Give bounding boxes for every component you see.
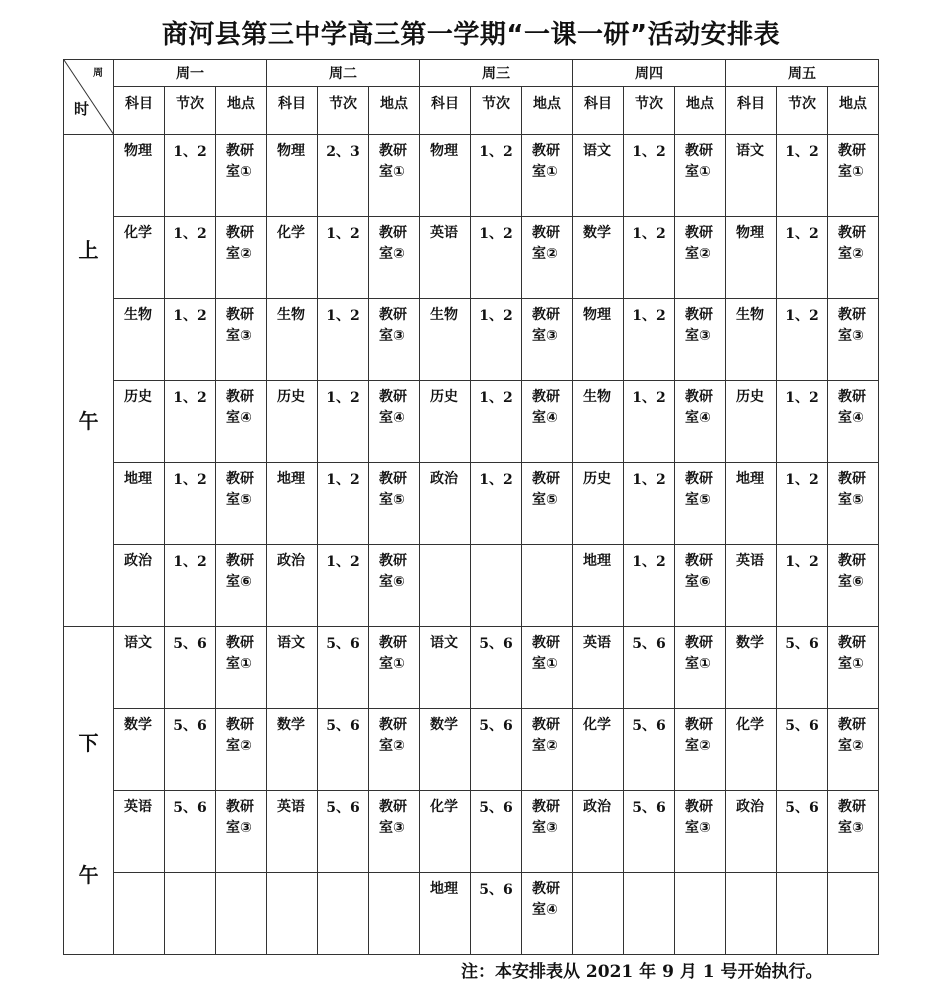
subject-cell: 物理 (726, 217, 777, 299)
period-cell: 1、2 (165, 381, 216, 463)
column-header-location: 地点 (216, 87, 267, 135)
location-cell: 教研室③ (369, 791, 420, 873)
period-cell: 1、2 (777, 381, 828, 463)
period-char: 午 (78, 409, 99, 433)
location-cell: 教研室① (675, 627, 726, 709)
column-header-subject: 科目 (420, 87, 471, 135)
subject-cell: 物理 (267, 135, 318, 217)
period-label-afternoon (64, 627, 114, 955)
period-cell: 1、2 (777, 217, 828, 299)
period-cell: 5、6 (777, 791, 828, 873)
location-cell: 教研室① (828, 135, 879, 217)
subject-cell: 历史 (420, 381, 471, 463)
location-cell: 教研室① (522, 135, 573, 217)
subject-cell: 政治 (726, 791, 777, 873)
period-char: 午 (78, 863, 99, 887)
subject-cell: 生物 (726, 299, 777, 381)
subject-cell: 数学 (573, 217, 624, 299)
subject-cell: 地理 (573, 545, 624, 627)
column-header-subject: 科目 (114, 87, 165, 135)
period-cell: 2、3 (318, 135, 369, 217)
location-cell: 教研室① (522, 627, 573, 709)
period-cell: 1、2 (624, 135, 675, 217)
location-cell: 教研室② (216, 709, 267, 791)
location-cell: 教研室③ (828, 791, 879, 873)
period-cell: 1、2 (471, 135, 522, 217)
location-cell: 教研室② (522, 217, 573, 299)
location-cell: 教研室⑤ (369, 463, 420, 545)
period-cell: 5、6 (624, 709, 675, 791)
subject-cell (726, 873, 777, 955)
location-cell: 教研室④ (675, 381, 726, 463)
column-header-location: 地点 (522, 87, 573, 135)
subject-cell: 英语 (726, 545, 777, 627)
location-cell: 教研室① (369, 135, 420, 217)
period-cell: 1、2 (165, 217, 216, 299)
location-cell: 教研室④ (216, 381, 267, 463)
subject-cell: 政治 (420, 463, 471, 545)
location-cell: 教研室③ (828, 299, 879, 381)
period-cell: 1、2 (318, 381, 369, 463)
subject-cell: 物理 (420, 135, 471, 217)
period-cell: 5、6 (624, 791, 675, 873)
subject-cell: 英语 (573, 627, 624, 709)
table-row (64, 873, 879, 955)
location-cell: 教研室① (216, 135, 267, 217)
location-cell: 教研室① (216, 627, 267, 709)
table-row (64, 299, 879, 381)
subject-cell: 数学 (114, 709, 165, 791)
period-char: 下 (78, 731, 99, 755)
period-cell: 1、2 (624, 381, 675, 463)
subject-cell: 地理 (267, 463, 318, 545)
subject-cell: 政治 (114, 545, 165, 627)
subject-cell: 地理 (420, 873, 471, 955)
subject-cell: 生物 (420, 299, 471, 381)
subject-cell: 英语 (114, 791, 165, 873)
schedule-table (63, 59, 879, 955)
period-cell: 1、2 (777, 135, 828, 217)
period-cell: 5、6 (471, 627, 522, 709)
period-cell: 1、2 (471, 463, 522, 545)
period-cell: 5、6 (471, 791, 522, 873)
period-cell: 1、2 (624, 217, 675, 299)
period-cell: 5、6 (471, 873, 522, 955)
subject-cell: 政治 (267, 545, 318, 627)
table-row (64, 135, 879, 217)
period-char: 上 (78, 238, 99, 262)
period-label-morning (64, 135, 114, 627)
column-header-subject: 科目 (573, 87, 624, 135)
location-cell: 教研室② (675, 709, 726, 791)
location-cell: 教研室① (675, 135, 726, 217)
header-row-columns (64, 87, 879, 135)
period-cell: 1、2 (471, 217, 522, 299)
location-cell: 教研室② (216, 217, 267, 299)
location-cell: 教研室② (369, 709, 420, 791)
subject-cell: 历史 (573, 463, 624, 545)
period-cell: 5、6 (165, 709, 216, 791)
column-header-location: 地点 (828, 87, 879, 135)
location-cell: 教研室② (369, 217, 420, 299)
subject-cell: 语文 (573, 135, 624, 217)
period-cell: 5、6 (471, 709, 522, 791)
period-cell: 1、2 (165, 299, 216, 381)
subject-cell (420, 545, 471, 627)
location-cell: 教研室⑤ (675, 463, 726, 545)
period-cell: 5、6 (777, 627, 828, 709)
location-cell: 教研室② (675, 217, 726, 299)
day-header-tue: 周二 (267, 60, 420, 87)
period-cell: 5、6 (318, 791, 369, 873)
subject-cell: 化学 (726, 709, 777, 791)
subject-cell: 数学 (420, 709, 471, 791)
period-cell (165, 873, 216, 955)
location-cell: 教研室⑤ (828, 463, 879, 545)
location-cell (522, 545, 573, 627)
period-cell: 1、2 (624, 545, 675, 627)
location-cell: 教研室⑥ (828, 545, 879, 627)
table-row (64, 627, 879, 709)
period-cell: 1、2 (777, 545, 828, 627)
subject-cell: 语文 (114, 627, 165, 709)
period-cell: 5、6 (777, 709, 828, 791)
period-cell: 1、2 (318, 299, 369, 381)
location-cell: 教研室④ (828, 381, 879, 463)
day-header-thu: 周四 (573, 60, 726, 87)
period-cell: 5、6 (165, 791, 216, 873)
subject-cell: 化学 (267, 217, 318, 299)
period-cell: 1、2 (471, 381, 522, 463)
location-cell: 教研室⑥ (369, 545, 420, 627)
subject-cell: 化学 (114, 217, 165, 299)
subject-cell: 历史 (726, 381, 777, 463)
period-cell: 1、2 (777, 299, 828, 381)
column-header-period: 节次 (318, 87, 369, 135)
location-cell: 教研室③ (522, 299, 573, 381)
period-cell: 1、2 (624, 299, 675, 381)
footnote: 注：本安排表从 2021 年 9 月 1 号开始执行。 (461, 962, 823, 982)
period-cell: 1、2 (471, 299, 522, 381)
period-cell: 5、6 (624, 627, 675, 709)
subject-cell: 地理 (114, 463, 165, 545)
column-header-period: 节次 (624, 87, 675, 135)
location-cell: 教研室④ (522, 873, 573, 955)
table-row (64, 463, 879, 545)
location-cell: 教研室③ (216, 299, 267, 381)
column-header-subject: 科目 (726, 87, 777, 135)
location-cell: 教研室⑥ (216, 545, 267, 627)
day-header-fri: 周五 (726, 60, 879, 87)
subject-cell: 历史 (114, 381, 165, 463)
location-cell: 教研室④ (369, 381, 420, 463)
day-header-wed: 周三 (420, 60, 573, 87)
subject-cell: 生物 (573, 381, 624, 463)
subject-cell: 生物 (114, 299, 165, 381)
period-cell: 1、2 (624, 463, 675, 545)
location-cell: 教研室① (369, 627, 420, 709)
location-cell (828, 873, 879, 955)
location-cell: 教研室② (828, 217, 879, 299)
subject-cell (267, 873, 318, 955)
page-title: 商河县第三中学高三第一学期“一课一研”活动安排表 (161, 20, 781, 50)
location-cell: 教研室⑤ (216, 463, 267, 545)
column-header-period: 节次 (777, 87, 828, 135)
location-cell: 教研室① (828, 627, 879, 709)
table-row (64, 545, 879, 627)
location-cell: 教研室③ (675, 299, 726, 381)
subject-cell: 化学 (420, 791, 471, 873)
location-cell: 教研室⑤ (522, 463, 573, 545)
day-header-mon: 周一 (114, 60, 267, 87)
period-cell (471, 545, 522, 627)
period-cell: 5、6 (318, 627, 369, 709)
subject-cell: 数学 (726, 627, 777, 709)
subject-cell: 物理 (114, 135, 165, 217)
period-cell: 1、2 (165, 545, 216, 627)
subject-cell: 物理 (573, 299, 624, 381)
column-header-location: 地点 (369, 87, 420, 135)
location-cell: 教研室③ (216, 791, 267, 873)
corner-label-time: 时 (74, 100, 90, 118)
subject-cell (573, 873, 624, 955)
subject-cell: 化学 (573, 709, 624, 791)
period-cell: 1、2 (318, 217, 369, 299)
location-cell: 教研室④ (522, 381, 573, 463)
location-cell: 教研室② (522, 709, 573, 791)
period-cell: 1、2 (165, 135, 216, 217)
subject-cell: 历史 (267, 381, 318, 463)
period-cell (777, 873, 828, 955)
period-cell: 5、6 (165, 627, 216, 709)
location-cell (675, 873, 726, 955)
period-cell (624, 873, 675, 955)
location-cell: 教研室② (828, 709, 879, 791)
period-cell: 1、2 (777, 463, 828, 545)
location-cell (369, 873, 420, 955)
period-cell (318, 873, 369, 955)
subject-cell: 地理 (726, 463, 777, 545)
corner-header-cell (64, 60, 114, 135)
location-cell: 教研室③ (522, 791, 573, 873)
table-row (64, 381, 879, 463)
period-cell: 1、2 (318, 545, 369, 627)
period-cell: 5、6 (318, 709, 369, 791)
period-cell: 1、2 (165, 463, 216, 545)
location-cell: 教研室⑥ (675, 545, 726, 627)
subject-cell: 政治 (573, 791, 624, 873)
subject-cell: 语文 (420, 627, 471, 709)
header-row-days (64, 60, 879, 87)
column-header-period: 节次 (471, 87, 522, 135)
location-cell: 教研室③ (675, 791, 726, 873)
period-cell: 1、2 (318, 463, 369, 545)
location-cell (216, 873, 267, 955)
subject-cell: 语文 (267, 627, 318, 709)
column-header-period: 节次 (165, 87, 216, 135)
corner-label-week: 周 (93, 68, 103, 79)
column-header-subject: 科目 (267, 87, 318, 135)
column-header-location: 地点 (675, 87, 726, 135)
table-row (64, 791, 879, 873)
subject-cell: 生物 (267, 299, 318, 381)
subject-cell: 语文 (726, 135, 777, 217)
table-row (64, 709, 879, 791)
subject-cell: 英语 (267, 791, 318, 873)
table-row (64, 217, 879, 299)
subject-cell: 英语 (420, 217, 471, 299)
subject-cell: 数学 (267, 709, 318, 791)
location-cell: 教研室③ (369, 299, 420, 381)
subject-cell (114, 873, 165, 955)
